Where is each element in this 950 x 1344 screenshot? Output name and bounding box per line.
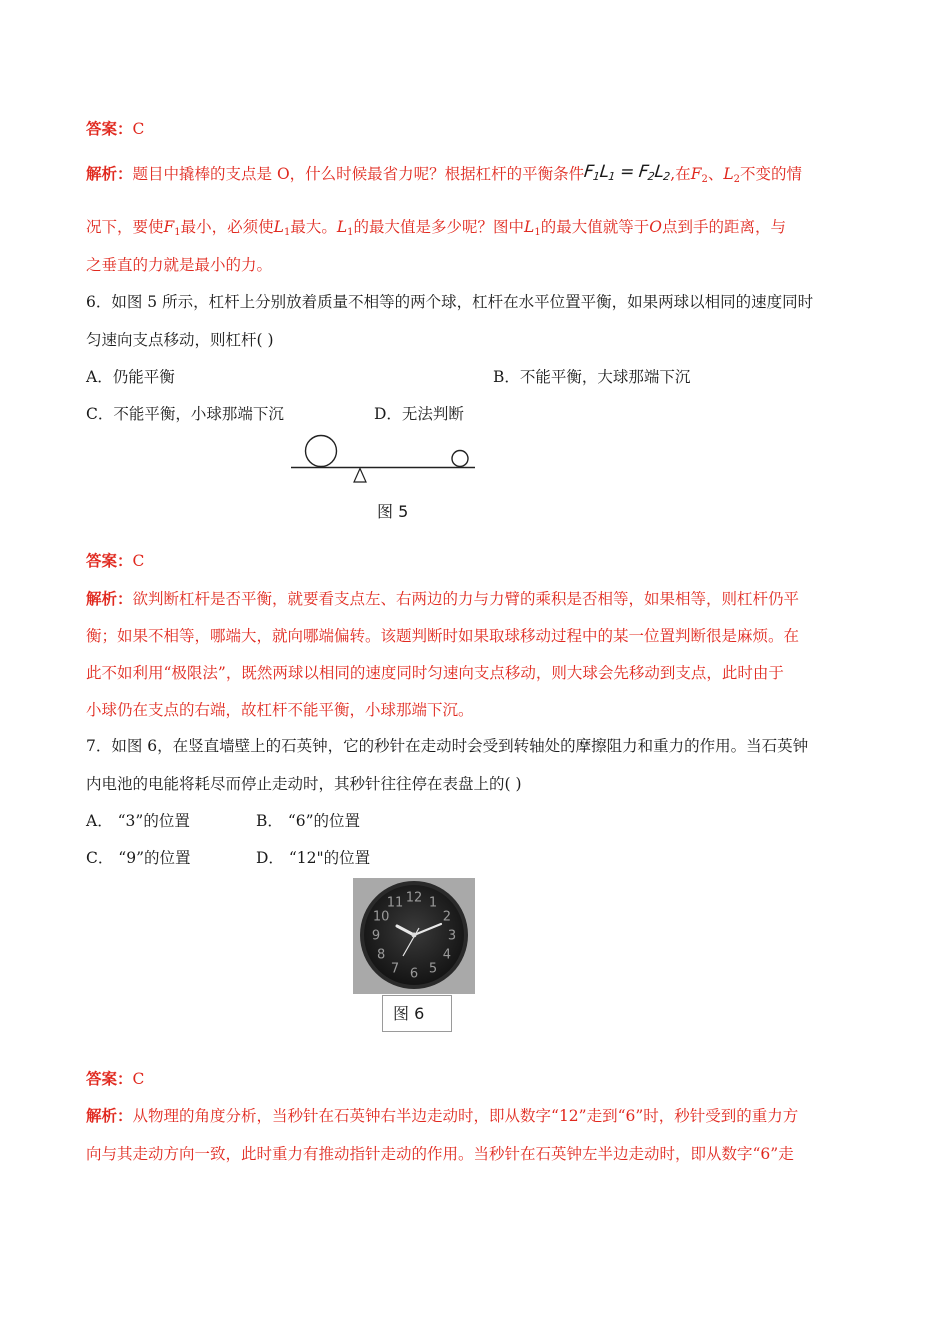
clock-numeral: 10 [372,909,390,925]
clock-center [412,933,417,938]
q6-analysis-line-3: 此不如利用“极限法”，既然两球以相同的速度同时匀速向支点移动，则大球会先移动到支点，此时由于 [86,664,784,682]
small-ball [452,451,468,467]
q7-option-d: D． “12"的位置 [256,849,371,867]
subscript: 1 [534,227,541,238]
figure-6-caption: 图 6 [393,1004,425,1023]
answer-label: 答案： [86,551,133,570]
q7-option-c: C． “9”的位置 [86,849,191,867]
analysis-text: 点到手的距离，与 [661,218,786,236]
subscript: 1 [174,227,181,238]
analysis-text: 的最大值是多少呢？图中 [353,218,525,236]
clock-numeral: 9 [371,928,381,944]
q5-answer [86,119,866,139]
clock-numeral: 12 [405,890,423,906]
subscript: 2 [733,174,741,185]
clock-numeral: 4 [442,947,452,963]
q7-stem-line-2: 内电池的电能将耗尽而停止走动时，其秒针往往停在表盘上的( ) [86,775,522,793]
q6-analysis-line-1 [86,589,866,609]
formula-symbol: F [583,162,595,182]
symbol: L [273,218,284,236]
analysis-text: 的最大值就等于 [540,218,650,236]
lever-figure [285,430,485,490]
figure-6-caption-box [382,995,452,1032]
q7-option-b: B． “6”的位置 [256,812,361,830]
formula-subscript: 1 [592,170,601,183]
formula-symbol: L [598,162,610,182]
symbol: L [336,218,348,236]
analysis-text: 欲判断杠杆是否平衡，就要看支点左、右两边的力与力臂的乘积是否相等，如果相等，则杠杆仍平 [132,590,800,608]
formula-subscript: 2 [662,170,671,183]
q5-analysis-line-1 [86,162,866,184]
clock-numeral: 1 [428,895,438,911]
subscript: 1 [283,227,291,238]
q7-option-a: A． “3”的位置 [86,812,190,830]
separator: 、 [707,165,724,183]
clock-numeral: 5 [428,961,438,977]
analysis-text: 不变的情 [740,165,803,183]
symbol: L [723,165,734,183]
q7-analysis-line-1 [86,1106,866,1126]
formula-equals: = [614,162,641,182]
q5-analysis-line-3: 之垂直的力就是最小的力。 [86,256,273,274]
answer-label: 答案： [86,119,133,138]
clock-numeral: 3 [447,928,457,944]
symbol: F [690,165,702,183]
q5-analysis-line-2 [86,217,866,237]
q6-stem-line-2: 匀速向支点移动，则杠杆( ) [86,331,274,349]
analysis-text: 最小，必须使 [180,218,274,236]
q6-option-c: C．不能平衡，小球那端下沉 [86,405,284,423]
clock-numeral: 7 [390,961,400,977]
subscript: 2 [701,174,708,185]
symbol: F [163,218,175,236]
q6-answer [86,551,866,571]
q6-option-b: B．不能平衡，大球那端下沉 [493,368,691,386]
analysis-text: 最大。 [290,218,337,236]
answer-label: 答案： [86,1069,133,1088]
formula-symbol: L [653,162,665,182]
clock-icon [353,878,475,994]
analysis-text: 题目中撬棒的支点是 O，什么时候最省力呢？根据杠杆的平衡条件 [132,165,585,183]
figure-5-caption: 图 5 [377,502,409,521]
q6-analysis-line-4: 小球仍在支点的右端，故杠杆不能平衡，小球那端下沉。 [86,701,474,719]
lever-balance-formula [583,162,671,182]
analysis-label: 解析： [86,1106,133,1125]
fulcrum-icon [354,469,366,483]
subscript: 1 [347,227,354,238]
clock-numeral: 2 [442,909,452,925]
q7-analysis-line-2: 向与其走动方向一致，此时重力有推动指针走动的作用。当秒针在石英钟左半边走动时，即从数字“6”走 [86,1145,794,1163]
answer-value: C [132,120,145,138]
q6-stem-line-1: 6．如图 5 所示，杠杆上分别放着质量不相等的两个球，杠杆在水平位置平衡，如果两球以相同的速度同时 [86,293,814,311]
formula-subscript: 1 [607,170,616,183]
clock-numeral: 8 [376,947,386,963]
big-ball [306,436,337,467]
clock-numeral: 11 [386,895,404,911]
q7-stem-line-1: 7．如图 6，在竖直墙壁上的石英钟，它的秒针在走动时会受到转轴处的摩擦阻力和重力的作用。当石英钟 [86,737,809,755]
answer-value: C [132,552,145,570]
answer-value: C [132,1070,145,1088]
analysis-label: 解析： [86,164,133,183]
analysis-label: 解析： [86,589,133,608]
symbol: O [649,218,662,236]
formula-symbol: F [637,162,650,182]
formula-subscript: 2 [647,170,655,183]
q6-option-a: A．仍能平衡 [86,368,175,386]
clock-numeral: 6 [409,966,419,982]
clock-photo [353,878,475,994]
q7-answer [86,1069,866,1089]
analysis-text: ,在 [670,165,691,183]
analysis-text: 况下，要使 [86,218,164,236]
q6-analysis-line-2: 衡；如果不相等，哪端大，就向哪端偏转。该题判断时如果取球移动过程中的某一位置判断很是麻烦。在 [86,627,800,645]
symbol: L [524,218,535,236]
q6-option-d: D．无法判断 [374,405,464,423]
analysis-text: 从物理的角度分析，当秒针在石英钟右半边走动时，即从数字“12”走到“6”时，秒针受到的重力方 [132,1107,799,1125]
